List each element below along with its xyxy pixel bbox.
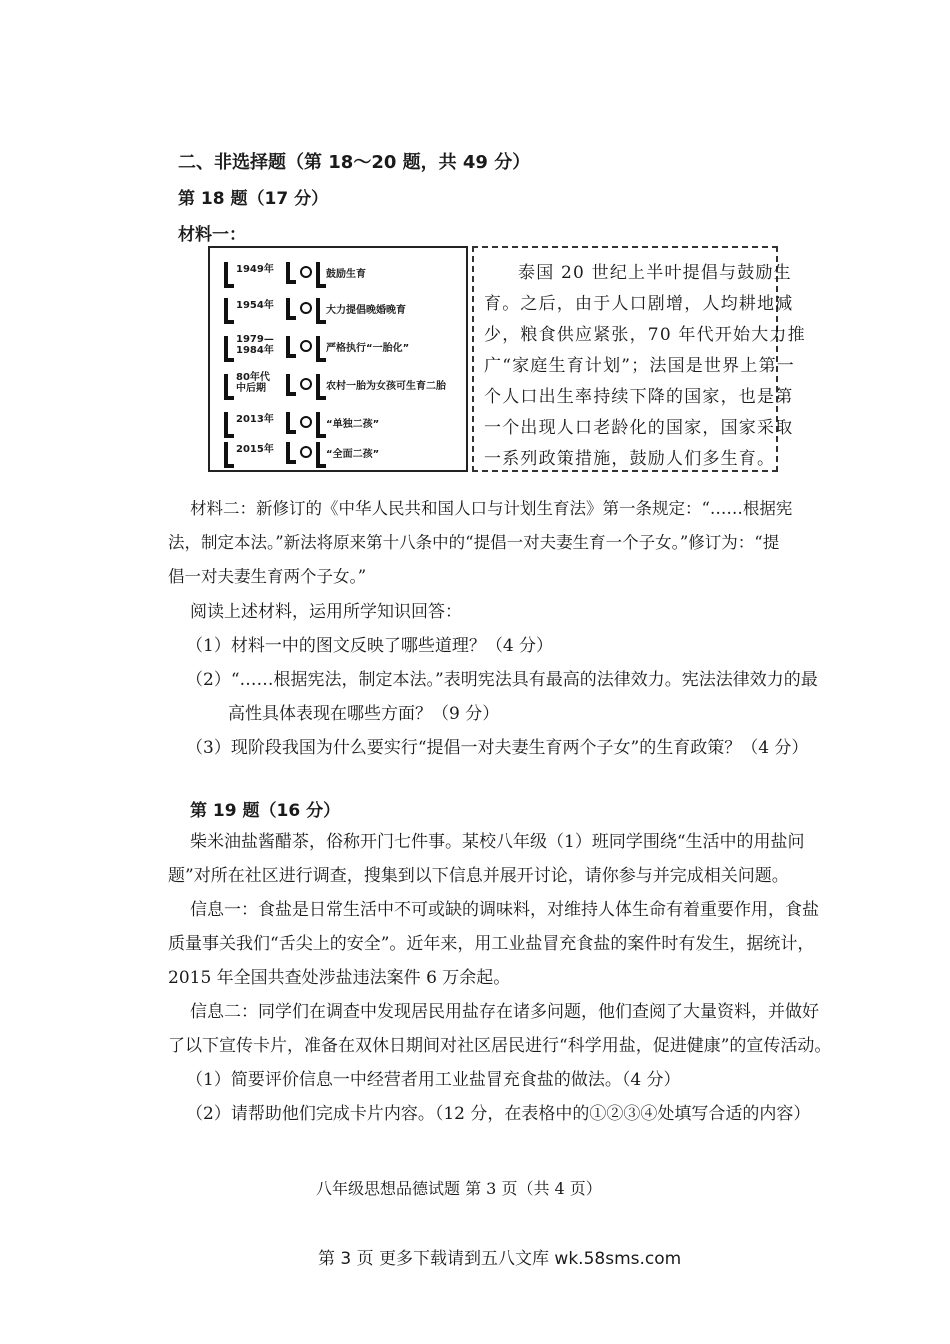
timeline-node-icon <box>300 340 312 352</box>
timeline-node-icon <box>300 416 312 428</box>
timeline-policy: 严格执行“一胎化” <box>326 343 410 354</box>
timeline-policy: “全面二孩” <box>326 449 380 460</box>
timeline-node-icon <box>300 446 312 458</box>
timeline-date: 80年代 中后期 <box>236 372 270 394</box>
info-1-line: 信息一：食盐是日常生活中不可或缺的调味料，对维持人体生命有着重要作用，食盐 <box>190 900 819 920</box>
timeline-policy: 农村一胎为女孩可生育二胎 <box>326 381 446 392</box>
question-item: （2）“……根据宪法，制定本法。”表明宪法具有最高的法律效力。宪法法律效力的最 <box>186 670 818 690</box>
question-18-heading: 第 18 题（17 分） <box>178 189 329 209</box>
box-text-line: 少，粮食供应紧张，70 年代开始大力推 <box>484 325 806 345</box>
timeline-date: 2013年 <box>236 414 274 425</box>
question-item: （2）请帮助他们完成卡片内容。（12 分，在表格中的①②③④处填写合适的内容） <box>186 1104 811 1124</box>
box-text-line: 广“家庭生育计划”；法国是世界上第一 <box>484 356 795 376</box>
section-title: 二、非选择题（第 18～20 题，共 49 分） <box>178 152 531 173</box>
material-2-line: 倡一对夫妻生育两个子女。” <box>168 567 367 586</box>
box-text-line: 一个出现人口老龄化的国家，国家采取 <box>484 418 794 438</box>
material-1-text-box <box>472 246 806 472</box>
watermark-footer: 第 3 页 更多下载请到五八文库 wk.58sms.com <box>318 1249 682 1269</box>
timeline-date: 1954年 <box>236 300 274 311</box>
question-item: （1）简要评价信息一中经营者用工业盐冒充食盐的做法。（4 分） <box>186 1070 681 1090</box>
timeline-policy: 大力提倡晚婚晚育 <box>326 305 406 316</box>
box-text-line: 泰国 20 世纪上半叶提倡与鼓励生 <box>518 263 792 283</box>
question-item: （1）材料一中的图文反映了哪些道理？（4 分） <box>186 636 554 656</box>
timeline-row <box>222 334 462 362</box>
question-item-continued: 高性具体表现在哪些方面？（9 分） <box>228 704 500 724</box>
timeline-row <box>222 410 462 438</box>
policy-timeline-figure <box>208 246 468 472</box>
timeline-policy: “单独二孩” <box>326 419 380 430</box>
timeline-row <box>222 440 462 468</box>
timeline-date: 1979— 1984年 <box>236 334 274 356</box>
timeline-node-icon <box>300 302 312 314</box>
q19-intro-line: 题”对所在社区进行调查，搜集到以下信息并展开讨论，请你参与并完成相关问题。 <box>168 866 789 886</box>
timeline-node-icon <box>300 266 312 278</box>
timeline-date: 1949年 <box>236 264 274 275</box>
timeline-row <box>222 260 462 288</box>
material-1-label: 材料一： <box>178 225 246 245</box>
timeline-row <box>222 372 462 400</box>
page-footer: 八年级思想品德试题 第 3 页（共 4 页） <box>316 1179 602 1198</box>
info-2-line: 信息二：同学们在调查中发现居民用盐存在诸多问题，他们查阅了大量资料，并做好 <box>190 1002 819 1022</box>
timeline-date: 2015年 <box>236 444 274 455</box>
box-text-line: 育。之后，由于人口剧增，人均耕地减 <box>484 294 794 314</box>
info-2-line: 了以下宣传卡片，准备在双休日期间对社区居民进行“科学用盐，促进健康”的宣传活动。 <box>168 1036 832 1056</box>
box-text-line: 一系列政策措施，鼓励人们多生育。 <box>484 449 776 469</box>
box-text-line: 个人口出生率持续下降的国家，也是第 <box>484 387 794 407</box>
timeline-policy: 鼓励生育 <box>326 269 366 280</box>
material-2-line: 材料二：新修订的《中华人民共和国人口与计划生育法》第一条规定：“……根据宪 <box>190 499 793 518</box>
material-2-line: 法，制定本法。”新法将原来第十八条中的“提倡一对夫妻生育一个子女。”修订为：“提 <box>168 533 780 552</box>
timeline-node-icon <box>300 378 312 390</box>
info-1-line: 2015 年全国共查处涉盐违法案件 6 万余起。 <box>168 968 511 988</box>
info-1-line: 质量事关我们“舌尖上的安全”。近年来，用工业盐冒充食盐的案件时有发生，据统计， <box>168 934 815 954</box>
question-item: （3）现阶段我国为什么要实行“提倡一对夫妻生育两个子女”的生育政策？（4 分） <box>186 738 809 758</box>
reading-prompt: 阅读上述材料，运用所学知识回答： <box>190 602 462 622</box>
q19-intro-line: 柴米油盐酱醋茶，俗称开门七件事。某校八年级（1）班同学围绕“生活中的用盐问 <box>190 832 805 852</box>
timeline-row <box>222 296 462 324</box>
question-19-heading: 第 19 题（16 分） <box>190 801 341 821</box>
